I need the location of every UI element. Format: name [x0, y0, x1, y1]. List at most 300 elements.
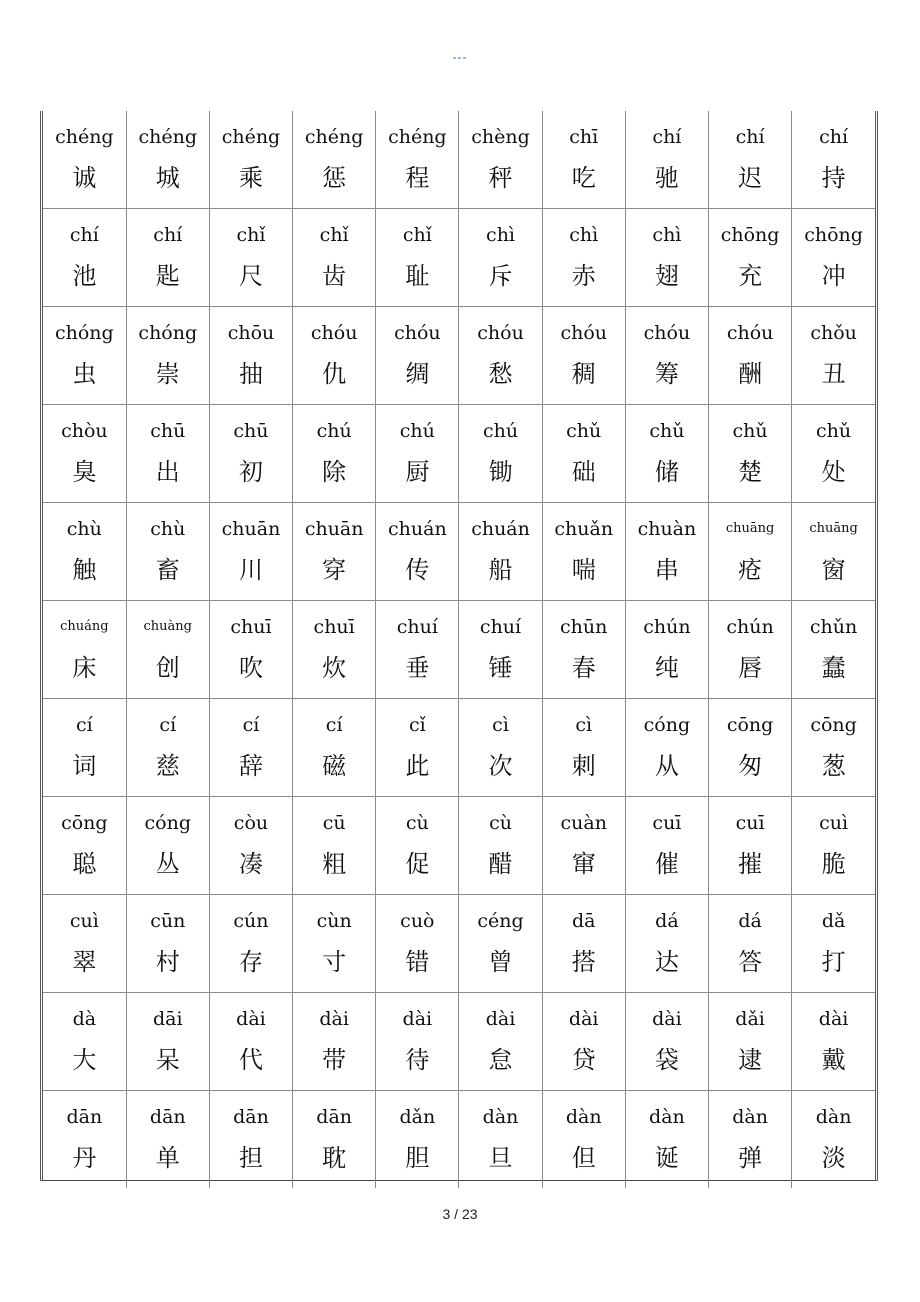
- page-number: 3 / 23: [442, 1206, 478, 1222]
- hanzi-text: 弹: [738, 1144, 763, 1172]
- pinyin-text: chǔ: [566, 420, 602, 442]
- table-cell: [43, 503, 126, 601]
- table-cell: [709, 993, 792, 1091]
- pinyin-text: chōng: [804, 224, 863, 246]
- table-cell: [709, 503, 792, 601]
- hanzi-text: 穿: [322, 556, 347, 584]
- hanzi-text: 初: [238, 458, 263, 486]
- pinyin-text: chōu: [227, 322, 275, 344]
- hanzi-text: 耻: [405, 262, 430, 290]
- table-cell: [293, 503, 376, 601]
- table-cell: [293, 699, 376, 797]
- table-row: [43, 797, 875, 895]
- hanzi-text: 纯: [654, 654, 679, 682]
- pinyin-text: céng: [477, 910, 524, 932]
- table-cell: [792, 307, 875, 405]
- hanzi-text: 城: [155, 164, 180, 192]
- hanzi-text: 抽: [238, 360, 263, 388]
- hanzi-text: 臭: [72, 458, 97, 486]
- hanzi-text: 程: [405, 164, 430, 192]
- hanzi-text: 吃: [571, 164, 596, 192]
- pinyin-text: cuò: [400, 910, 435, 932]
- pinyin-text: dǎi: [735, 1008, 765, 1030]
- hanzi-text: 磁: [322, 752, 347, 780]
- table-cell: [459, 993, 542, 1091]
- table-cell: [459, 405, 542, 503]
- hanzi-text: 秤: [488, 164, 513, 192]
- pinyin-text: chèng: [471, 126, 530, 148]
- hanzi-text: 持: [821, 164, 846, 192]
- table-cell: [293, 111, 376, 209]
- pinyin-table-container: [40, 111, 878, 1181]
- hanzi-text: 聪: [72, 850, 97, 878]
- table-cell: [625, 209, 708, 307]
- hanzi-text: 斥: [488, 262, 513, 290]
- table-cell: [792, 1091, 875, 1189]
- pinyin-text: dàn: [565, 1106, 602, 1128]
- table-cell: [209, 405, 292, 503]
- table-cell: [459, 111, 542, 209]
- table-row: [43, 993, 875, 1091]
- table-cell: [625, 307, 708, 405]
- pinyin-text: chǔ: [816, 420, 852, 442]
- hanzi-text: 唇: [738, 654, 763, 682]
- pinyin-text: cǐ: [408, 714, 426, 736]
- table-cell: [43, 601, 126, 699]
- table-cell: [293, 895, 376, 993]
- table-row: [43, 111, 875, 209]
- pinyin-text: cù: [489, 812, 512, 834]
- table-cell: [126, 1091, 209, 1189]
- table-cell: [376, 797, 459, 895]
- pinyin-text: chóng: [138, 322, 198, 344]
- hanzi-text: 充: [738, 262, 763, 290]
- pinyin-text: chún: [726, 616, 774, 638]
- pinyin-text: dài: [319, 1008, 349, 1030]
- hanzi-text: 代: [238, 1046, 263, 1074]
- table-cell: [542, 601, 625, 699]
- pinyin-text: chǔn: [809, 616, 858, 638]
- pinyin-text: dàn: [482, 1106, 519, 1128]
- pinyin-table: [43, 111, 875, 1188]
- table-cell: [459, 1091, 542, 1189]
- table-cell: [625, 699, 708, 797]
- hanzi-text: 诚: [72, 164, 97, 192]
- hanzi-text: 酬: [738, 360, 763, 388]
- hanzi-text: 赤: [571, 262, 596, 290]
- table-cell: [792, 895, 875, 993]
- table-cell: [293, 601, 376, 699]
- hanzi-text: 储: [654, 458, 679, 486]
- hanzi-text: 传: [405, 556, 430, 584]
- hanzi-text: 大: [72, 1046, 97, 1074]
- pinyin-text: cí: [75, 714, 93, 736]
- pinyin-text: cuì: [819, 812, 849, 834]
- pinyin-text: chuáng: [60, 619, 109, 634]
- hanzi-text: 垂: [405, 654, 430, 682]
- table-cell: [126, 111, 209, 209]
- pinyin-text: dǎ: [821, 910, 846, 932]
- hanzi-text: 淡: [821, 1144, 846, 1172]
- table-cell: [293, 993, 376, 1091]
- hanzi-text: 尺: [238, 262, 263, 290]
- pinyin-text: dà: [72, 1008, 97, 1030]
- pinyin-text: chí: [153, 224, 183, 246]
- table-cell: [376, 601, 459, 699]
- table-cell: [209, 601, 292, 699]
- pinyin-text: cōng: [810, 714, 857, 736]
- hanzi-text: 打: [821, 948, 846, 976]
- hanzi-text: 呆: [155, 1046, 180, 1074]
- hanzi-text: 厨: [405, 458, 430, 486]
- pinyin-text: dài: [568, 1008, 599, 1030]
- table-cell: [709, 405, 792, 503]
- table-cell: [625, 503, 708, 601]
- pinyin-text: chǔ: [649, 420, 685, 442]
- pinyin-text: chóu: [310, 322, 358, 344]
- table-cell: [43, 895, 126, 993]
- pinyin-text: chuāng: [809, 521, 858, 536]
- hanzi-text: 村: [155, 948, 180, 976]
- pinyin-text: chù: [150, 518, 186, 540]
- pinyin-text: chì: [569, 224, 599, 246]
- pinyin-text: dài: [236, 1008, 266, 1030]
- table-cell: [43, 1091, 126, 1189]
- hanzi-text: 处: [821, 458, 846, 486]
- pinyin-text: chóng: [54, 322, 114, 344]
- table-cell: [792, 405, 875, 503]
- pinyin-text: dān: [66, 1106, 103, 1128]
- table-cell: [43, 797, 126, 895]
- hanzi-text: 带: [322, 1046, 347, 1074]
- hanzi-text: 贷: [571, 1046, 596, 1074]
- hanzi-text: 袋: [654, 1046, 679, 1074]
- table-cell: [43, 209, 126, 307]
- header-mark: ---: [452, 50, 468, 64]
- pinyin-text: chuǎn: [554, 518, 614, 540]
- table-cell: [542, 307, 625, 405]
- hanzi-text: 船: [488, 556, 513, 584]
- table-cell: [126, 503, 209, 601]
- pinyin-text: dān: [149, 1106, 186, 1128]
- table-cell: [792, 797, 875, 895]
- pinyin-text: dàn: [732, 1106, 768, 1128]
- pinyin-text: dài: [652, 1008, 682, 1030]
- hanzi-text: 但: [571, 1144, 596, 1172]
- hanzi-text: 耽: [322, 1144, 347, 1172]
- table-cell: [625, 993, 708, 1091]
- pinyin-table-body: [43, 111, 875, 1188]
- table-cell: [43, 405, 126, 503]
- pinyin-text: cù: [405, 812, 429, 834]
- table-cell: [209, 111, 292, 209]
- table-cell: [126, 993, 209, 1091]
- table-cell: [43, 111, 126, 209]
- hanzi-text: 脆: [821, 850, 846, 878]
- table-cell: [709, 1091, 792, 1189]
- pinyin-text: cí: [242, 714, 260, 736]
- table-cell: [792, 993, 875, 1091]
- table-cell: [376, 699, 459, 797]
- pinyin-text: cōng: [61, 812, 108, 834]
- pinyin-text: chuī: [230, 616, 272, 638]
- pinyin-text: chū: [233, 420, 269, 442]
- hanzi-text: 丑: [821, 360, 846, 388]
- hanzi-text: 乘: [238, 164, 263, 192]
- table-cell: [126, 405, 209, 503]
- pinyin-text: chéng: [138, 126, 198, 148]
- table-row: [43, 405, 875, 503]
- pinyin-text: dài: [402, 1008, 433, 1030]
- table-cell: [542, 699, 625, 797]
- pinyin-text: chóu: [394, 322, 441, 344]
- table-cell: [459, 601, 542, 699]
- pinyin-text: chǐ: [319, 224, 349, 246]
- pinyin-text: chūn: [560, 616, 608, 638]
- table-cell: [376, 307, 459, 405]
- pinyin-text: chuí: [396, 616, 438, 638]
- table-row: [43, 307, 875, 405]
- pinyin-text: chì: [486, 224, 516, 246]
- pinyin-text: cún: [233, 910, 269, 932]
- pinyin-text: cuī: [735, 812, 765, 834]
- pinyin-text: chóu: [477, 322, 524, 344]
- table-cell: [209, 503, 292, 601]
- hanzi-text: 逮: [738, 1046, 763, 1074]
- table-cell: [209, 699, 292, 797]
- hanzi-text: 旦: [488, 1144, 513, 1172]
- table-cell: [542, 993, 625, 1091]
- table-cell: [376, 405, 459, 503]
- hanzi-text: 崇: [155, 360, 180, 388]
- table-cell: [709, 111, 792, 209]
- table-cell: [126, 601, 209, 699]
- table-cell: [709, 699, 792, 797]
- hanzi-text: 催: [654, 850, 679, 878]
- pinyin-text: chí: [69, 224, 99, 246]
- table-cell: [126, 209, 209, 307]
- hanzi-text: 锄: [488, 458, 513, 486]
- pinyin-text: cuàn: [560, 812, 607, 834]
- hanzi-text: 葱: [821, 752, 846, 780]
- pinyin-text: dā: [571, 910, 596, 932]
- hanzi-text: 单: [155, 1144, 180, 1172]
- hanzi-text: 翠: [72, 948, 97, 976]
- pinyin-text: cuì: [69, 910, 99, 932]
- pinyin-text: chú: [316, 420, 352, 442]
- hanzi-text: 胆: [405, 1144, 430, 1172]
- hanzi-text: 词: [72, 752, 97, 780]
- pinyin-text: cì: [575, 714, 593, 736]
- table-cell: [709, 307, 792, 405]
- hanzi-text: 川: [238, 556, 263, 584]
- pinyin-text: chú: [482, 420, 519, 442]
- table-cell: [542, 209, 625, 307]
- hanzi-text: 待: [405, 1046, 430, 1074]
- hanzi-text: 床: [72, 654, 97, 682]
- table-cell: [542, 111, 625, 209]
- pinyin-text: dān: [316, 1106, 353, 1128]
- pinyin-text: chuàng: [143, 619, 193, 634]
- hanzi-text: 池: [72, 262, 97, 290]
- hanzi-text: 丹: [72, 1144, 97, 1172]
- hanzi-text: 错: [405, 948, 430, 976]
- pinyin-text: dá: [738, 910, 762, 932]
- hanzi-text: 答: [738, 948, 763, 976]
- hanzi-text: 冲: [821, 262, 846, 290]
- hanzi-text: 蠢: [821, 654, 846, 682]
- pinyin-text: dài: [485, 1008, 516, 1030]
- pinyin-text: chuī: [313, 616, 355, 638]
- hanzi-text: 刺: [571, 752, 596, 780]
- hanzi-text: 窜: [571, 850, 596, 878]
- hanzi-text: 触: [72, 556, 97, 584]
- table-cell: [376, 111, 459, 209]
- pinyin-text: chòu: [61, 420, 108, 442]
- pinyin-text: dài: [818, 1008, 849, 1030]
- table-cell: [625, 111, 708, 209]
- hanzi-text: 存: [238, 948, 263, 976]
- pinyin-text: chí: [735, 126, 765, 148]
- pinyin-text: chī: [569, 126, 599, 148]
- hanzi-text: 怠: [488, 1046, 513, 1074]
- hanzi-text: 慈: [155, 752, 180, 780]
- table-cell: [376, 1091, 459, 1189]
- pinyin-text: chuān: [304, 518, 364, 540]
- table-cell: [376, 503, 459, 601]
- table-cell: [293, 797, 376, 895]
- pinyin-text: dǎn: [399, 1106, 436, 1128]
- table-cell: [459, 895, 542, 993]
- hanzi-text: 粗: [322, 850, 347, 878]
- pinyin-text: chǐ: [236, 224, 266, 246]
- table-cell: [126, 797, 209, 895]
- hanzi-text: 愁: [488, 360, 513, 388]
- table-cell: [43, 307, 126, 405]
- pinyin-text: chuán: [471, 518, 530, 540]
- hanzi-text: 驰: [654, 164, 679, 192]
- table-row: [43, 209, 875, 307]
- pinyin-text: cūn: [150, 910, 186, 932]
- pinyin-text: cí: [159, 714, 177, 736]
- hanzi-text: 稠: [571, 360, 596, 388]
- pinyin-text: chū: [150, 420, 186, 442]
- hanzi-text: 醋: [488, 850, 513, 878]
- hanzi-text: 出: [155, 458, 180, 486]
- hanzi-text: 虫: [72, 360, 97, 388]
- table-cell: [209, 307, 292, 405]
- hanzi-text: 畜: [155, 556, 180, 584]
- pinyin-text: dàn: [649, 1106, 685, 1128]
- hanzi-text: 翅: [654, 262, 679, 290]
- table-cell: [542, 895, 625, 993]
- hanzi-text: 除: [322, 458, 347, 486]
- table-row: [43, 503, 875, 601]
- pinyin-text: chí: [819, 126, 849, 148]
- hanzi-text: 迟: [738, 164, 763, 192]
- hanzi-text: 炊: [322, 654, 347, 682]
- pinyin-text: cóng: [643, 714, 691, 736]
- table-cell: [459, 307, 542, 405]
- pinyin-text: chōng: [720, 224, 780, 246]
- hanzi-text: 楚: [738, 458, 763, 486]
- hanzi-text: 窗: [821, 556, 846, 584]
- hanzi-text: 寸: [322, 948, 347, 976]
- table-cell: [126, 699, 209, 797]
- pinyin-text: chuān: [221, 518, 281, 540]
- table-cell: [625, 405, 708, 503]
- pinyin-text: dá: [655, 910, 679, 932]
- hanzi-text: 曾: [488, 948, 513, 976]
- hanzi-text: 春: [571, 654, 596, 682]
- pinyin-text: cuī: [652, 812, 682, 834]
- pinyin-text: còu: [233, 812, 269, 834]
- hanzi-text: 诞: [654, 1144, 679, 1172]
- table-cell: [43, 699, 126, 797]
- pinyin-text: chuí: [479, 616, 522, 638]
- hanzi-text: 喘: [571, 556, 596, 584]
- pinyin-text: cùn: [316, 910, 352, 932]
- table-cell: [43, 993, 126, 1091]
- hanzi-text: 础: [571, 458, 596, 486]
- table-cell: [542, 503, 625, 601]
- table-cell: [792, 111, 875, 209]
- table-cell: [542, 797, 625, 895]
- table-cell: [542, 405, 625, 503]
- hanzi-text: 惩: [322, 164, 347, 192]
- table-cell: [792, 699, 875, 797]
- hanzi-text: 吹: [238, 654, 263, 682]
- table-row: [43, 1091, 875, 1189]
- pinyin-text: dāi: [152, 1008, 183, 1030]
- table-cell: [293, 405, 376, 503]
- table-cell: [709, 797, 792, 895]
- table-row: [43, 699, 875, 797]
- pinyin-text: chuāng: [725, 521, 775, 536]
- table-cell: [709, 209, 792, 307]
- pinyin-text: dàn: [815, 1106, 852, 1128]
- table-cell: [376, 209, 459, 307]
- pinyin-text: chuán: [388, 518, 447, 540]
- table-cell: [625, 1091, 708, 1189]
- hanzi-text: 匆: [738, 752, 763, 780]
- hanzi-text: 此: [405, 752, 430, 780]
- pinyin-text: cí: [325, 714, 343, 736]
- pinyin-text: chǐ: [402, 224, 432, 246]
- table-cell: [625, 895, 708, 993]
- pinyin-text: chǒu: [810, 322, 857, 344]
- hanzi-text: 摧: [738, 850, 763, 878]
- table-cell: [126, 895, 209, 993]
- pinyin-text: chí: [652, 126, 682, 148]
- hanzi-text: 匙: [155, 262, 180, 290]
- hanzi-text: 辞: [238, 752, 263, 780]
- hanzi-text: 齿: [322, 262, 347, 290]
- hanzi-text: 达: [654, 948, 679, 976]
- pinyin-text: chuàn: [637, 518, 697, 540]
- hanzi-text: 筹: [654, 360, 679, 388]
- hanzi-text: 丛: [155, 850, 180, 878]
- pinyin-text: chù: [66, 518, 102, 540]
- pinyin-text: chì: [652, 224, 682, 246]
- hanzi-text: 促: [405, 850, 430, 878]
- table-cell: [293, 209, 376, 307]
- hanzi-text: 绸: [405, 360, 430, 388]
- table-cell: [459, 699, 542, 797]
- table-cell: [709, 895, 792, 993]
- pinyin-text: chóu: [726, 322, 774, 344]
- pinyin-text: chún: [643, 616, 691, 638]
